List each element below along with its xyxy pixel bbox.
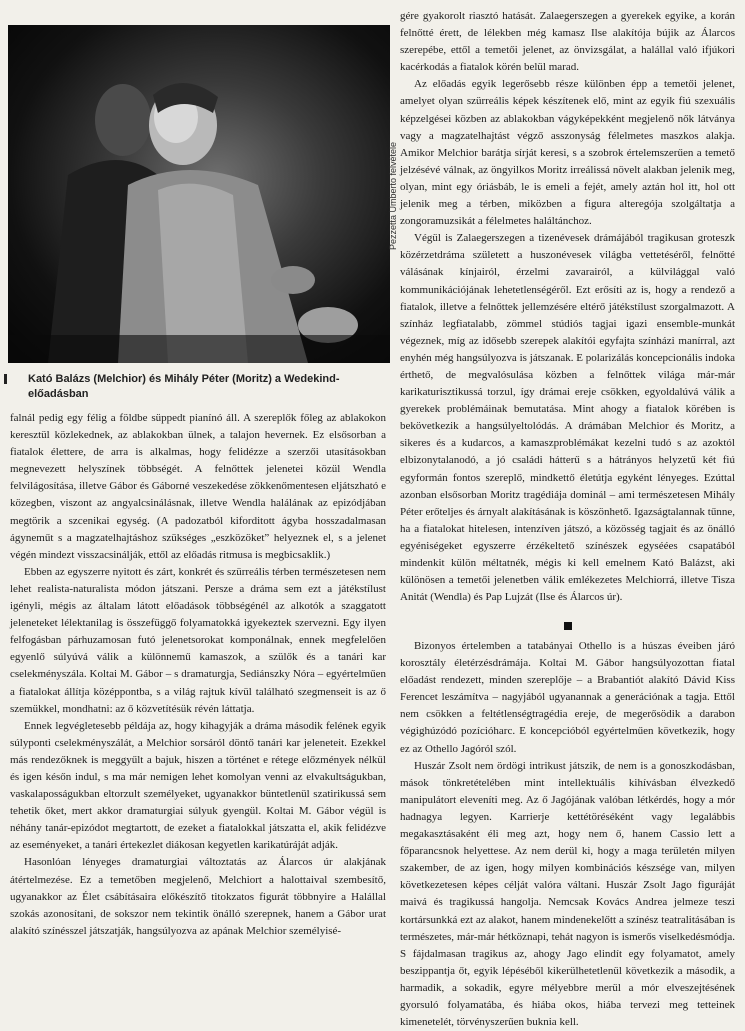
- paragraph: Huszár Zsolt nem ördögi intrikust játszik, de nem is a gonoszkodásban, mások tönkretételében mint intellektuális kihívásban élvezkedő manipulátort eleveníti meg. Az ő Jagójának valóban létkérdés, hogy a mór hadnagya legyen. Karrierje kettétöréséként vagy legalábbis megakasztásaként éli meg azt, hogy nem ő, hanem Cassio lett a főparancsnok helyettese. Az nem derül ki, hogy a maga területén milyen szakember, de az igen, hogy milyen kombinációs készsége van, milyen következetesen képes célját valóra váltani. Huszár Zsolt Jago figuráját maivá és tragikussá hangolja. Nemcsak Kovács Andrea jelmeze teszi kortársunkká ezt az alakot, hanem mindenekelőtt a színész teatralitásában is természetes, már-már hétköznapi, tehát nagyon is ismerős viselkedésmódja. S fájdalmasan tragikus az, ahogy Jago elindít egy folyamatot, amely beszippantja őt, egyik lépéséből kikerülhetetlenül következik a második, a harmadik, a sokadik, egyre mélyebbre merül a mór elveszejtésének gyorsuló folyamatába, és hiába okos, hiába tervezi meg tetteinek kimenetelét, törvényszerűen buknia kell.: [400, 759, 735, 1029]
- column-left: [10, 410, 386, 940]
- column-right-bottom: [400, 638, 735, 1031]
- caption-marker: [4, 374, 7, 384]
- paragraph: Bizonyos értelemben a tatabányai Othello is a húszas éveiben járó korosztály életérzésdrámája. Koltai M. Gábor hangsúlyozottan fiatal előadást rendezett, minden szereplője – a Brabantiót alakító Dávid Kiss Ferencet leszámítva – nagyjából ugyanannak a generációnak a tagja. Ettől nem csökken a feltétlenségtragédia ereje, de megerősödik a darabon végighúzódó pozícióharc. E koncepcióból egyértelműen következik, hogy ez az Othello Jagóról szól.: [400, 640, 735, 755]
- paragraph: Hasonlóan lényeges dramaturgiai változtatás az Álarcos úr alakjának átértelmezése. Ez a temetőben megjelenő, Melchiort a halottaival szembesítő, ugyanakkor az Élet csábításaira előkészítő titokzatos figurát többnyire a Halállal szokás azonosítani, de sokszor nem tekintik önálló szerepnek, hanem a Gábor urat alakító színésszel játszatják, hangsúlyozva az apának Melchior személyisé-: [10, 856, 386, 937]
- paragraph: Ebben az egyszerre nyitott és zárt, konkrét és szürreális térben természetesen nem lehet realista-naturalista módon játszani. Persze a dráma sem ezt a játékstílust igényli, mégis az általam látott előadások többségénél az alkotók a szaggatott jeleneteket lélektanilag is összefüggő folyamatokká igyekeztek szervezni. Egy ilyen felfogásban párhuzamosan futó jelenetsorokat komponálnak, ennek megfelelően egyenlő súlyúvá válik a különnemű kamaszok, a szülők és a tanári kar cselekményszála. Koltai M. Gábor – s dramaturgja, Sediánszky Nóra – egyértelműen a fiatalokat állítja középpontba, s a világ rajtuk kívül található szegmenseit is az ő szemükkel, mondhatni: az ő közvetítésük révén láttatja.: [10, 565, 386, 715]
- paragraph: gére gyakorolt riasztó hatását. Zalaegerszegen a gyerekek egyike, a korán felnőtté érett, de lélekben még kamasz Ilse alakítója bújik az Álarcos szerepébe, ettől a temetői jelenet, az önvizsgálat, a halállal való ifjúkori kacérkodás a fiatalok körén belül marad.: [400, 10, 735, 74]
- column-right-top: [400, 8, 735, 606]
- paragraph: falnál pedig egy félig a földbe süppedt pianínó áll. A szereplők főleg az ablakokon keresztül közlekednek, az ablakokban ülnek, a talajon hevernek. Ez elsősorban a fiatalok élettere, de arra is alkalmas, hogy felidézze a szerzői utasításokban megnevezett helyszínek többségét. A felnőttek jelenetei közül Wendla felvilágosítása, illetve Gábor és Gáborné veszekedése zökkenőmentesen eljátszható e közegben, viszont az angyalcsinálásnak, illetve Wendla halálának az epizódjában megtörik a szcenikai egység. (A padozatból kiforditott ágyba hosszadalmasan ágyneműt s a magzatelhajtáshoz szükséges „eszközöket” helyeznek el, s a jelenet végén mindezt visszacsinálják, ettől az előadás ritmusa is megbicsaklik.): [10, 412, 386, 561]
- section-divider: [564, 622, 572, 630]
- photo-credit: Pezzetta Umberto felvétele: [388, 141, 398, 250]
- paragraph: Ennek legvégletesebb példája az, hogy kihagyják a dráma második felének egyik súlyponti cselekményszálát, a Melchior sorsáról döntő tanári kar jeleneteit. Ezekkel más rendezőknek is meggyűlt a bajuk, hiszen a történet e rétege előzmények nélkül és igen későn indul, s ma már nemigen lehet komolyan venni az elvakultságukban, vaskalaposságukban eltorzult személyeket, ugyanakkor büntetlenül szatirikussá sem tehetik őket, mert akkor dramaturgiai súlyuk gyengül. Koltai M. Gábor végül is néhány tanár-epizódot megtartott, de ezeket a fiatalokkal játszatta el, akik felidézve az eseményeket, a tanári értekezlet diákosan kegyetlen karikatúráját adják.: [10, 719, 386, 852]
- paragraph: Végül is Zalaegerszegen a tizenévesek drámájából tragikusan groteszk közérzetdráma született a huszonévesek világba vettetéséről, felnőtté válásának kínjairól, érzelmi zavarairól, a külvilággal való kommunikációjának lehetetlenségéről. Ezt erősíti az is, hogy a rendező a fiatalok, illetve a felnőttek jellemzésére eltérő játékstílust szorgalmazott. A színház legfiatalabb, zömmel stúdiós tagjai igazi ensemble-munkát végeznek, míg az idősebb szerepek alakítói egyfajta színházi manírral, azt enyhén még hangsúlyozva is játszanak. E polarizálás koncepcionális indoka érthető, de megvalósulása közben a felnőttek világa már-már karikaturisztikussá torzul, így drámai ereje csökken, egyoldalúvá válik a gyerekek problémáinak bemutatása. Mint ahogy a fiatalok körében is bekövetkezik a hangsúlyeltolódás. A drámában Melchior és Moritz, a sikeres és a kudarcos, a kamaszproblémákat kezelni tudó s az azoktól elbizonytalanodó, a jó családi hátterű s a hátrányos helyzetű két fiú egyformán fontos szereplő, mindkettő életútja egyként lényeges. Ezúttal azonban elsősorban Moritz tragédiája dominál – ami természetesen Mihály Péter erőteljes és árnyalt alakításának is köszönhető. Igazságtalannak tűnne, ha a fiatalokat hitelesen, intenzíven játszó, a közösség tagjait és az önálló egyéniségeket egyszerre érzékeltető színészek egyséées csapatából mindenkit külön méltatnék, mégis ki kell emelnem Kató Balázst, aki különösen a temetői jelenetben válik emlékezetes Melchiorrá, illetve Tisza Anitát (Wendla) és Pap Lujzát (Ilse és Álarcos úr).: [400, 232, 735, 604]
- paragraph: Az előadás egyik legerősebb része különben épp a temetői jelenet, amelyet olyan szürreális képek készítenek elő, mint az egyik fiú szexuális képzelgései közben az ablakokban vágyképekként megjelenő nők látványa vagy a magzatelhajtást végző asszonyság félelmetes maszkos alakja. Amikor Melchior barátja sírját keresi, s a szobrok értelemszerűen a temető jelzésévé válnak, az öngyilkos Moritz irreálissá növelt alakban jelenik meg, olyan, mint egy óriásbáb, le is emeli a fejét, amely aztán hol itt, hol ott jelenik meg a térben, miközben a figura alteregója szolgáltatja a zongoramuzsikát a félelmetes haláltánchoz.: [400, 78, 735, 228]
- theatre-photo: [8, 25, 390, 363]
- photo-caption: Kató Balázs (Melchior) és Mihály Péter (Moritz) a Wedekind-előadásban: [28, 373, 340, 400]
- actors-photo-illustration: [8, 25, 390, 363]
